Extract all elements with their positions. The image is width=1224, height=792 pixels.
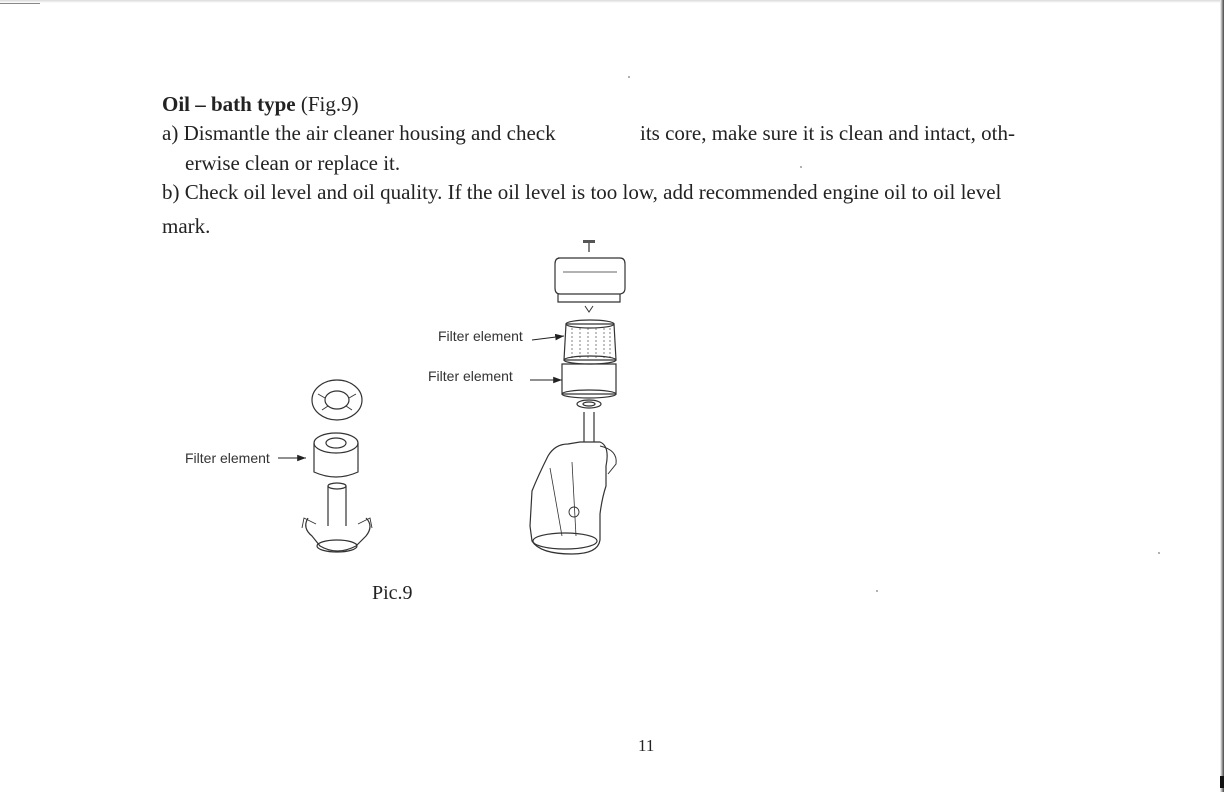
scan-right-mark	[1220, 776, 1224, 788]
step-b-line1: b) Check oil level and oil quality. If the oil level is too low, add recommended engine oil to oil level	[162, 180, 1002, 204]
oil-bath-cleaner-exploded	[530, 240, 625, 554]
small-cleaner-exploded	[302, 380, 372, 552]
step-a-line1: a) Dismantle the air cleaner housing and check	[162, 121, 556, 145]
air-cleaner-figure	[170, 236, 650, 586]
label-filter-element-upper: Filter element	[438, 328, 523, 344]
air-cleaner-drawing	[170, 236, 650, 586]
scan-speck	[876, 590, 878, 592]
step-a-line1-cont: its core, make sure it is clean and intact, oth-	[640, 121, 1015, 145]
scan-right-edge	[1220, 0, 1224, 792]
scan-top-mark	[0, 3, 40, 4]
step-b-line2: mark.	[162, 214, 211, 238]
page-number: 11	[638, 736, 655, 755]
scan-speck	[628, 76, 630, 78]
label-arrows	[278, 336, 564, 458]
section-heading	[162, 88, 359, 120]
label-filter-element-left: Filter element	[185, 450, 270, 466]
label-filter-element-middle: Filter element	[428, 368, 513, 384]
scan-top-edge	[0, 0, 1224, 3]
scan-speck	[1158, 552, 1160, 554]
section-title: Oil – bath type	[162, 92, 296, 116]
step-a-line2: erwise clean or replace it.	[185, 151, 401, 175]
figure-reference: (Fig.9)	[295, 92, 359, 116]
scan-speck	[800, 166, 802, 168]
figure-caption: Pic.9	[372, 582, 413, 604]
